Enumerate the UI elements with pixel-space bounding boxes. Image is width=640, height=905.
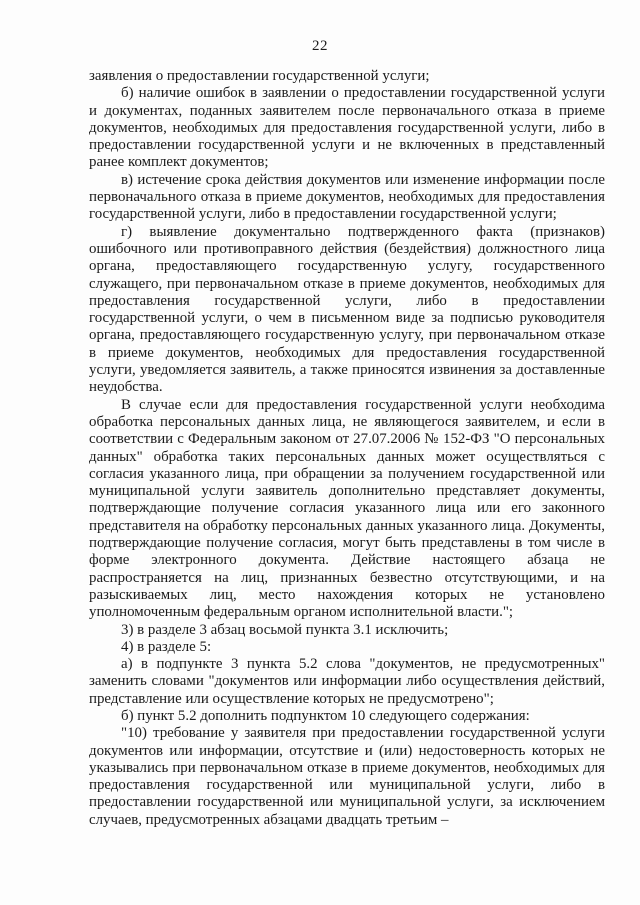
paragraph-amendment-4: 4) в разделе 5: bbox=[121, 638, 212, 655]
paragraph-continuation: заявления о предоставлении государственной услуги; bbox=[89, 68, 430, 84]
paragraph-subitem-10: "10) требование у заявителя при предоставлении государственной услуги документов или информации, отсутствие и (или) недостоверность которых не указывались при первоначальном отказе в приеме документов, необходимых для предоставления государственной или муниципальной услуги, либо в предоставлении государственной или муниципальной услуги, за исключением случаев, предусмотренных абзацами двадцать третьим – bbox=[89, 725, 605, 828]
paragraph-amendment-4a: а) в подпункте 3 пункта 5.2 слова "документов, не предусмотренных" заменить словами "документов или информации либо осуществления действий, представление или осуществление которых не предусмотрено"; bbox=[89, 656, 605, 707]
page-number: 22 bbox=[312, 38, 328, 54]
paragraph-item-g: г) выявление документально подтвержденного факта (признаков) ошибочного или противоправного действия (бездействия) должностного лица органа, предоставляющего государственную услугу, государственного служащего, при первоначальном отказе в приеме документов, необходимых для предоставления государственной услуги, либо в предоставлении государственной услуги, о чем в письменном виде за подписью руководителя органа, предоставляющего государственную услугу, при первоначальном отказе в приеме документов, необходимых для предоставления государственной услуги, уведомляется заявитель, а также приносятся извинения за доставленные неудобства. bbox=[89, 223, 605, 396]
paragraph-personal-data: В случае если для предоставления государственной услуги необходима обработка персональных данных лица, не являющегося заявителем, и если в соответствии с Федеральным законом от 27.07.2006 № 152-ФЗ "О персональных данных" обработка таких персональных данных может осуществляться с согласия указанного лица, при обращении за получением государственной или муниципальной услуги заявитель дополнительно представляет документы, подтверждающие получение согласия указанного лица или его законного представителя на обработку персональных данных указанного лица. Документы, подтверждающие получение согласия, могут быть представлены в том числе в форме электронного документа. Действие настоящего абзаца не распространяется на лиц, признанных безвестно отсутствующими, и на разыскиваемых лиц, место нахождения которых не установлено уполномоченным федеральным органом исполнительной власти."; bbox=[89, 396, 605, 621]
paragraph-item-v: в) истечение срока действия документов или изменение информации после первоначального отказа в приеме документов, необходимых для предоставления государственной услуги, либо в предоставлении государственной услуги; bbox=[89, 171, 605, 223]
paragraph-amendment-4b: б) пункт 5.2 дополнить подпунктом 10 следующего содержания: bbox=[121, 707, 530, 724]
paragraph-amendment-3: 3) в разделе 3 абзац восьмой пункта 3.1 исключить; bbox=[121, 621, 449, 638]
document-body bbox=[89, 68, 605, 829]
paragraph-item-b: б) наличие ошибок в заявлении о предоставлении государственной услуги и документах, поданных заявителем после первоначального отказа в приеме документов, необходимых для предоставления государственной услуги, либо в предоставлении государственной услуги и не включенных в представленный ранее комплект документов; bbox=[89, 85, 605, 171]
